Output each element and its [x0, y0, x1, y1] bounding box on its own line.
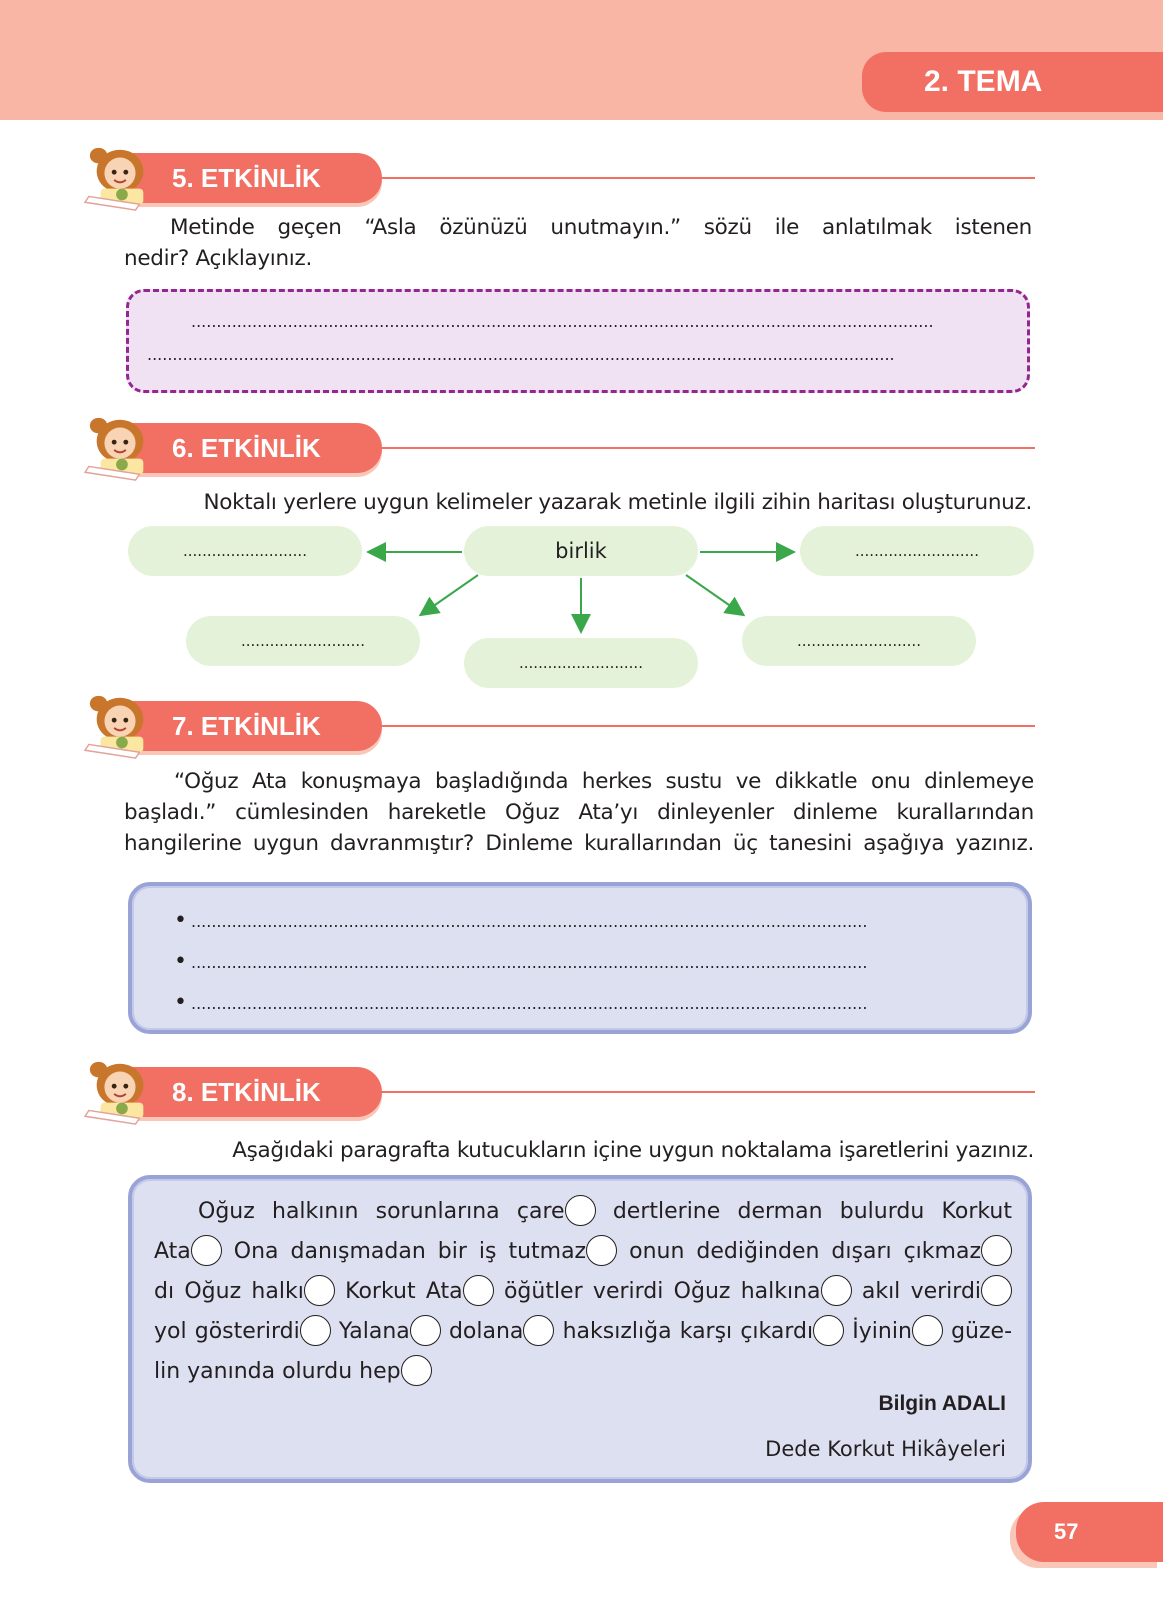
tema-tab: 2. TEMA	[862, 52, 1163, 112]
s8-author: Bilgin ADALI	[878, 1392, 1006, 1415]
mind-map-blank-left[interactable]: ..........................	[128, 526, 362, 576]
text-segment: Yalana	[338, 1319, 410, 1344]
section-6-title: 6. ETKİNLİK	[132, 423, 382, 473]
s5-answer-line-1[interactable]: ..................................................................................................................................................	[191, 312, 934, 331]
text-segment: İyinin	[852, 1319, 912, 1344]
girl-mascot-icon	[80, 690, 160, 760]
s7-line1: “Oğuz Ata konuşmaya başladığında herkes sustu ve dikkatle onu dinlemeye	[174, 769, 1034, 794]
s8-line-1	[154, 1192, 1012, 1232]
punctuation-box[interactable]	[523, 1315, 554, 1346]
punctuation-box[interactable]	[981, 1275, 1012, 1306]
girl-mascot-icon	[80, 1056, 160, 1126]
text-segment: lin yanında olurdu hep	[154, 1359, 401, 1384]
text-segment: Korkut Ata	[345, 1279, 463, 1304]
s7-line3: hangilerine uygun davranmıştır? Dinleme kurallarından üç tanesini aşağıya yazınız.	[124, 831, 1034, 856]
punctuation-box[interactable]	[981, 1235, 1012, 1266]
text-segment: haksızlığa karşı çıkardı	[562, 1319, 814, 1344]
s6-instruction: Noktalı yerlere uygun kelimeler yazarak metinle ilgili zihin haritası oluşturunuz.	[203, 490, 1032, 515]
s8-line-4	[154, 1312, 1012, 1352]
arrow-down-right	[686, 575, 742, 614]
dotted-line[interactable]: .....................................................................................................................................	[190, 994, 868, 1013]
section-7-title: 7. ETKİNLİK	[132, 701, 382, 751]
s8-line-5	[154, 1352, 1012, 1392]
mind-map-blank-bottom-right[interactable]: ..........................	[742, 616, 976, 666]
punctuation-box[interactable]	[565, 1195, 596, 1226]
s8-instruction: Aşağıdaki paragrafta kutucukların içine uygun noktalama işaretlerini yazınız.	[232, 1138, 1034, 1163]
punctuation-box[interactable]	[191, 1235, 222, 1266]
mind-map-blank-bottom[interactable]: ..........................	[464, 638, 698, 688]
punctuation-box[interactable]	[410, 1315, 441, 1346]
mind-map-arrows	[0, 0, 1163, 700]
s5-line2: nedir? Açıklayınız.	[124, 246, 312, 271]
dotted-line[interactable]: .....................................................................................................................................	[190, 953, 868, 972]
section-8-header	[80, 1064, 1035, 1124]
section-7-header	[80, 698, 1035, 758]
section-5-title: 5. ETKİNLİK	[132, 153, 382, 203]
s7-answer-line-2[interactable]	[174, 949, 974, 979]
arrow-down-left	[422, 575, 478, 614]
section-8-rule	[380, 1091, 1035, 1093]
punctuation-box[interactable]	[912, 1315, 943, 1346]
s8-paragraph-box	[128, 1175, 1032, 1483]
s7-answer-box	[128, 882, 1032, 1034]
s7-answer-line-3[interactable]	[174, 990, 974, 1020]
punctuation-box[interactable]	[463, 1275, 494, 1306]
section-7-rule	[380, 725, 1035, 727]
s7-line2: başladı.” cümlesinden hareketle Oğuz Ata’yı dinleyenler dinleme kurallarından	[124, 800, 1034, 825]
mind-map-blank-right[interactable]: ..........................	[800, 526, 1034, 576]
punctuation-box[interactable]	[304, 1275, 335, 1306]
bullet: •	[174, 990, 187, 1015]
text-segment: Ona danışmadan bir iş tutmaz	[233, 1239, 587, 1264]
page-number: 57	[1016, 1502, 1163, 1562]
text-segment: öğütler verirdi Oğuz halkına	[503, 1279, 821, 1304]
text-segment: akıl verirdi	[861, 1279, 982, 1304]
s5-answer-line-2[interactable]: ...................................................................................................................................................	[147, 345, 895, 364]
dotted-line[interactable]: .....................................................................................................................................	[190, 912, 868, 931]
section-8-title: 8. ETKİNLİK	[132, 1067, 382, 1117]
s8-line-2	[154, 1232, 1012, 1272]
punctuation-box[interactable]	[813, 1315, 844, 1346]
mind-map-blank-bottom-left[interactable]: ..........................	[186, 616, 420, 666]
text-segment: Oğuz halkının sorunlarına çare	[198, 1199, 565, 1224]
mind-map-center: birlik	[464, 526, 698, 576]
text-segment: dolana	[448, 1319, 524, 1344]
s8-line-3	[154, 1272, 1012, 1312]
s5-line1: Metinde geçen “Asla özünüzü unutmayın.” sözü ile anlatılmak istenen	[170, 215, 1032, 240]
punctuation-box[interactable]	[821, 1275, 852, 1306]
text-segment: güze-	[951, 1319, 1013, 1344]
text-segment: Ata	[154, 1239, 191, 1264]
punctuation-box[interactable]	[586, 1235, 617, 1266]
text-segment: onun dediğinden dışarı çıkmaz	[629, 1239, 981, 1264]
s7-question	[124, 766, 1034, 859]
punctuation-box[interactable]	[300, 1315, 331, 1346]
bullet: •	[174, 949, 187, 974]
text-segment: dertlerine derman bulurdu Korkut	[612, 1199, 1013, 1224]
bullet: •	[174, 908, 187, 933]
s8-source: Dede Korkut Hikâyeleri	[765, 1437, 1006, 1461]
s7-answer-line-1[interactable]	[174, 908, 974, 938]
punctuation-box[interactable]	[401, 1355, 432, 1386]
text-segment: dı Oğuz halkı	[154, 1279, 304, 1304]
text-segment: yol gösterirdi	[154, 1319, 300, 1344]
